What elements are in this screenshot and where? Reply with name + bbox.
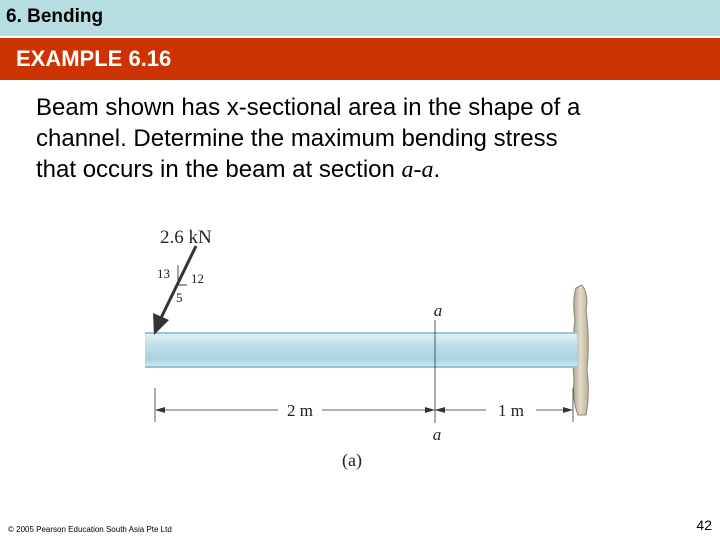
- dimension-label-2m: 2 m: [287, 401, 313, 420]
- slope-label-hypotenuse: 13: [157, 266, 170, 281]
- slope-label-horizontal: 5: [176, 290, 183, 305]
- header-bar: [0, 0, 720, 36]
- dimension-arrow-mid-right: [435, 407, 445, 413]
- dimension-label-1m: 1 m: [498, 401, 524, 420]
- statement-line-2: channel. Determine the maximum bending stress: [36, 125, 558, 152]
- dimension-arrow-right: [563, 407, 573, 413]
- section-label-bottom: a: [432, 425, 442, 444]
- copyright-notice: © 2005 Pearson Education South Asia Pte Ltd: [8, 525, 172, 534]
- statement-line-3: [36, 154, 696, 186]
- chapter-title: 6. Bending: [6, 6, 104, 27]
- force-label: 2.6 kN: [160, 227, 212, 248]
- dimension-arrow-mid-left: [425, 407, 435, 413]
- section-reference: a-a: [401, 157, 434, 183]
- page-number: 42: [696, 517, 712, 533]
- beam: [145, 332, 577, 368]
- section-label-top: a: [433, 301, 443, 320]
- statement-line-3-text: that occurs in the beam at section: [36, 156, 402, 183]
- problem-statement: [36, 92, 696, 186]
- figure-caption: (a): [342, 450, 362, 470]
- slope-label-vertical: 12: [191, 271, 204, 286]
- statement-line-3-period: .: [433, 156, 441, 183]
- example-title: EXAMPLE 6.16: [16, 46, 172, 71]
- beam-figure: [0, 210, 720, 480]
- title-bar: [0, 38, 720, 80]
- statement-line-1: Beam shown has x-sectional area in the shape of a: [36, 94, 581, 121]
- dimension-arrow-left: [155, 407, 165, 413]
